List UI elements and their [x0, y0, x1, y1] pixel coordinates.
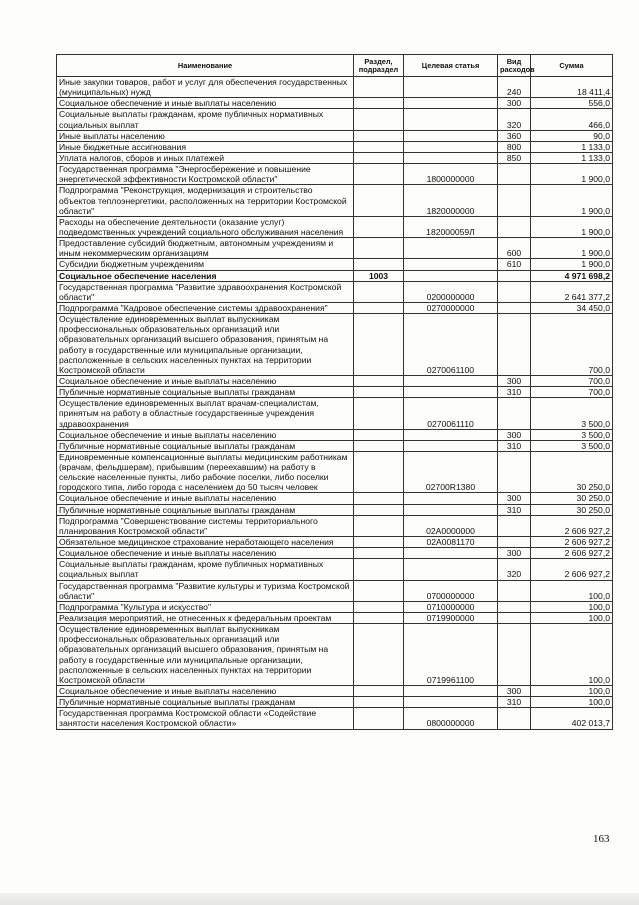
cell-target: 0270061110: [404, 398, 498, 429]
cell-sum: 1 133,0: [531, 141, 613, 152]
scan-edge: [0, 893, 639, 905]
cell-vid: 320: [498, 109, 531, 130]
table-row: [57, 493, 613, 504]
table-row: [57, 164, 613, 185]
cell-name: Реализация мероприятий, не отнесенных к федеральным проектам: [57, 613, 354, 624]
cell-target: 0270000000: [404, 302, 498, 313]
cell-target: [404, 130, 498, 141]
cell-vid: 310: [498, 504, 531, 515]
cell-sum: 1 900,0: [531, 238, 613, 259]
table-row: [57, 185, 613, 216]
page-number: 163: [593, 833, 610, 845]
cell-sum: 402 013,7: [531, 708, 613, 729]
cell-section: [354, 109, 404, 130]
cell-name: Социальное обеспечение и иные выплаты населению: [57, 98, 354, 109]
cell-section: [354, 281, 404, 302]
cell-vid: 850: [498, 152, 531, 163]
cell-name: Социальное обеспечение и иные выплаты населению: [57, 493, 354, 504]
cell-name: Социальное обеспечение населения: [57, 270, 354, 281]
cell-sum: 30 250,0: [531, 451, 613, 493]
cell-target: 1800000000: [404, 164, 498, 185]
cell-vid: [498, 515, 531, 536]
cell-sum: 100,0: [531, 601, 613, 612]
table-row: [57, 109, 613, 130]
cell-vid: 300: [498, 375, 531, 386]
cell-sum: 100,0: [531, 613, 613, 624]
cell-sum: 1 133,0: [531, 152, 613, 163]
cell-name: Подпрограмма "Совершенствование системы территориального планирования Костромской области": [57, 515, 354, 536]
cell-vid: 310: [498, 387, 531, 398]
budget-table: [56, 54, 613, 730]
cell-vid: [498, 216, 531, 237]
table-row: [57, 697, 613, 708]
cell-target: [404, 548, 498, 559]
cell-name: Подпрограмма "Культура и искусство": [57, 601, 354, 612]
cell-sum: 2 606 927,2: [531, 548, 613, 559]
column-header-vid: Вид расходов: [498, 55, 531, 77]
cell-name: Подпрограмма "Кадровое обеспечение системы здравоохранения": [57, 302, 354, 313]
cell-sum: 2 606 927,2: [531, 537, 613, 548]
table-row: [57, 259, 613, 270]
cell-section: [354, 77, 404, 98]
cell-vid: [498, 270, 531, 281]
cell-sum: 30 250,0: [531, 504, 613, 515]
cell-name: Осуществление единовременных выплат выпускникам профессиональных образовательных организаций или образовательных организаций высшего образования, принятым на работу в государственные или муниципальные организации, расположенные в сельских населенных пунктах на территории Костромской области: [57, 314, 354, 376]
table-row: [57, 548, 613, 559]
cell-name: Осуществление единовременных выплат выпускникам профессиональных образовательных организаций или образовательных организаций высшего образования, принятым на работу в государственные или муниципальные организации, расположенные в сельских населенных пунктах на территории Костромской области: [57, 624, 354, 686]
cell-section: [354, 429, 404, 440]
table-header-row: [57, 55, 613, 77]
cell-sum: 3 500,0: [531, 429, 613, 440]
cell-section: [354, 314, 404, 376]
table-row: [57, 624, 613, 686]
table-row: [57, 440, 613, 451]
table-row: [57, 580, 613, 601]
cell-sum: 556,0: [531, 98, 613, 109]
cell-vid: [498, 164, 531, 185]
cell-target: 0270061100: [404, 314, 498, 376]
cell-name: Социальное обеспечение и иные выплаты населению: [57, 375, 354, 386]
cell-vid: 800: [498, 141, 531, 152]
cell-vid: [498, 613, 531, 624]
cell-section: [354, 515, 404, 536]
cell-sum: 3 500,0: [531, 398, 613, 429]
table-row: [57, 708, 613, 729]
cell-name: Социальные выплаты гражданам, кроме публичных нормативных социальных выплат: [57, 559, 354, 580]
cell-target: [404, 387, 498, 398]
table-row: [57, 504, 613, 515]
cell-name: Иные выплаты населению: [57, 130, 354, 141]
cell-target: [404, 238, 498, 259]
table-row: [57, 375, 613, 386]
cell-sum: 90,0: [531, 130, 613, 141]
cell-section: [354, 164, 404, 185]
cell-name: Осуществление единовременных выплат врачам-специалистам, принятым на работу в областные государственные учреждения здравоохранения: [57, 398, 354, 429]
cell-name: Социальное обеспечение и иные выплаты населению: [57, 686, 354, 697]
cell-sum: 3 500,0: [531, 440, 613, 451]
cell-section: [354, 537, 404, 548]
cell-section: [354, 440, 404, 451]
table-row: [57, 387, 613, 398]
cell-target: [404, 504, 498, 515]
cell-sum: 700,0: [531, 375, 613, 386]
table-body: [57, 77, 613, 730]
cell-sum: 4 971 698,2: [531, 270, 613, 281]
cell-target: 0800000000: [404, 708, 498, 729]
cell-section: [354, 259, 404, 270]
cell-sum: 700,0: [531, 387, 613, 398]
cell-vid: 310: [498, 440, 531, 451]
cell-target: [404, 697, 498, 708]
cell-target: 02А0000000: [404, 515, 498, 536]
cell-section: [354, 238, 404, 259]
cell-section: [354, 559, 404, 580]
cell-vid: 300: [498, 493, 531, 504]
cell-name: Социальные выплаты гражданам, кроме публичных нормативных социальных выплат: [57, 109, 354, 130]
cell-name: Публичные нормативные социальные выплаты гражданам: [57, 504, 354, 515]
cell-section: [354, 548, 404, 559]
cell-section: [354, 152, 404, 163]
cell-sum: 30 250,0: [531, 493, 613, 504]
cell-target: [404, 559, 498, 580]
table-row: [57, 130, 613, 141]
table-row: [57, 141, 613, 152]
cell-vid: 300: [498, 548, 531, 559]
table-row: [57, 559, 613, 580]
cell-target: [404, 77, 498, 98]
cell-vid: 300: [498, 686, 531, 697]
cell-target: [404, 98, 498, 109]
column-header-name: Наименование: [57, 55, 354, 77]
cell-target: [404, 141, 498, 152]
cell-name: Публичные нормативные социальные выплаты гражданам: [57, 440, 354, 451]
cell-sum: 2 606 927,2: [531, 515, 613, 536]
cell-vid: 310: [498, 697, 531, 708]
cell-name: Государственная программа Костромской области «Содействие занятости населения Костромской области»: [57, 708, 354, 729]
cell-section: [354, 624, 404, 686]
cell-name: Единовременные компенсационные выплаты медицинским работникам (врачам, фельдшерам), прибывшим (переехавшим) на работу в сельские населенные пункты, либо рабочие поселки, либо поселки городского типа, либо города с населением до 50 тысяч человек: [57, 451, 354, 493]
cell-vid: [498, 314, 531, 376]
cell-vid: 320: [498, 559, 531, 580]
cell-vid: [498, 451, 531, 493]
cell-name: Иные бюджетные ассигнования: [57, 141, 354, 152]
cell-target: [404, 375, 498, 386]
cell-section: [354, 375, 404, 386]
cell-sum: 1 900,0: [531, 259, 613, 270]
cell-section: [354, 98, 404, 109]
cell-target: 0700000000: [404, 580, 498, 601]
cell-section: [354, 697, 404, 708]
cell-name: Расходы на обеспечение деятельности (оказание услуг) подведомственных учреждений социального обслуживания населения: [57, 216, 354, 237]
cell-section: [354, 130, 404, 141]
cell-target: 0710000000: [404, 601, 498, 612]
cell-name: Государственная программа "Энергосбережение и повышение энергетической эффективности Костромской области": [57, 164, 354, 185]
table-row: [57, 302, 613, 313]
column-header-target: Целевая статья: [404, 55, 498, 77]
table-row: [57, 216, 613, 237]
cell-name: Обязательное медицинское страхование неработающего населения: [57, 537, 354, 548]
cell-target: [404, 152, 498, 163]
cell-vid: 600: [498, 238, 531, 259]
cell-name: Иные закупки товаров, работ и услуг для обеспечения государственных (муниципальных) нужд: [57, 77, 354, 98]
cell-section: [354, 387, 404, 398]
cell-section: [354, 302, 404, 313]
cell-name: Социальное обеспечение и иные выплаты населению: [57, 429, 354, 440]
cell-sum: 1 900,0: [531, 164, 613, 185]
cell-name: Уплата налогов, сборов и иных платежей: [57, 152, 354, 163]
table-row: [57, 398, 613, 429]
cell-section: [354, 398, 404, 429]
cell-vid: [498, 281, 531, 302]
cell-section: [354, 185, 404, 216]
cell-target: [404, 493, 498, 504]
cell-vid: 240: [498, 77, 531, 98]
table-row: [57, 238, 613, 259]
table-row: [57, 613, 613, 624]
table-row: [57, 601, 613, 612]
cell-target: 02А0081170: [404, 537, 498, 548]
cell-section: [354, 708, 404, 729]
cell-vid: [498, 185, 531, 216]
column-header-section: Раздел, подраздел: [354, 55, 404, 77]
cell-target: 182000059Л: [404, 216, 498, 237]
cell-vid: 300: [498, 429, 531, 440]
cell-sum: 100,0: [531, 697, 613, 708]
cell-sum: 1 900,0: [531, 185, 613, 216]
table-row: [57, 270, 613, 281]
cell-name: Публичные нормативные социальные выплаты гражданам: [57, 387, 354, 398]
table-row: [57, 98, 613, 109]
cell-name: Публичные нормативные социальные выплаты гражданам: [57, 697, 354, 708]
cell-vid: 360: [498, 130, 531, 141]
cell-name: Государственная программа "Развитие культуры и туризма Костромской области": [57, 580, 354, 601]
cell-sum: 2 641 377,2: [531, 281, 613, 302]
cell-target: [404, 686, 498, 697]
cell-section: [354, 601, 404, 612]
cell-target: 0719900000: [404, 613, 498, 624]
cell-vid: 610: [498, 259, 531, 270]
table-row: [57, 152, 613, 163]
cell-sum: 100,0: [531, 686, 613, 697]
cell-name: Предоставление субсидий бюджетным, автономным учреждениям и иным некоммерческим организациям: [57, 238, 354, 259]
cell-target: [404, 440, 498, 451]
cell-section: [354, 216, 404, 237]
cell-vid: [498, 601, 531, 612]
column-header-sum: Сумма: [531, 55, 613, 77]
cell-target: 0719961100: [404, 624, 498, 686]
cell-target: 0200000000: [404, 281, 498, 302]
cell-sum: 466,0: [531, 109, 613, 130]
table-row: [57, 515, 613, 536]
cell-name: Подпрограмма "Реконструкция, модернизация и строительство объектов теплоэнергетики, расположенных на территории Костромской области": [57, 185, 354, 216]
cell-vid: [498, 398, 531, 429]
cell-sum: 18 411,4: [531, 77, 613, 98]
cell-section: 1003: [354, 270, 404, 281]
cell-name: Субсидии бюджетным учреждениям: [57, 259, 354, 270]
table-row: [57, 686, 613, 697]
cell-section: [354, 613, 404, 624]
cell-sum: 100,0: [531, 580, 613, 601]
cell-target: [404, 429, 498, 440]
cell-vid: [498, 708, 531, 729]
cell-section: [354, 451, 404, 493]
cell-target: 1820000000: [404, 185, 498, 216]
cell-target: [404, 270, 498, 281]
cell-sum: 2 606 927,2: [531, 559, 613, 580]
cell-vid: [498, 537, 531, 548]
table-row: [57, 537, 613, 548]
cell-sum: 100,0: [531, 624, 613, 686]
cell-vid: 300: [498, 98, 531, 109]
cell-name: Социальное обеспечение и иные выплаты населению: [57, 548, 354, 559]
cell-section: [354, 504, 404, 515]
cell-vid: [498, 302, 531, 313]
table-row: [57, 77, 613, 98]
cell-section: [354, 686, 404, 697]
cell-target: [404, 259, 498, 270]
cell-section: [354, 493, 404, 504]
cell-sum: 1 900,0: [531, 216, 613, 237]
cell-target: 02700R1380: [404, 451, 498, 493]
cell-name: Государственная программа "Развитие здравоохранения Костромской области": [57, 281, 354, 302]
cell-vid: [498, 624, 531, 686]
cell-section: [354, 141, 404, 152]
cell-sum: 700,0: [531, 314, 613, 376]
cell-section: [354, 580, 404, 601]
table-row: [57, 451, 613, 493]
table-row: [57, 281, 613, 302]
cell-sum: 34 450,0: [531, 302, 613, 313]
table-row: [57, 314, 613, 376]
cell-target: [404, 109, 498, 130]
table-row: [57, 429, 613, 440]
cell-vid: [498, 580, 531, 601]
